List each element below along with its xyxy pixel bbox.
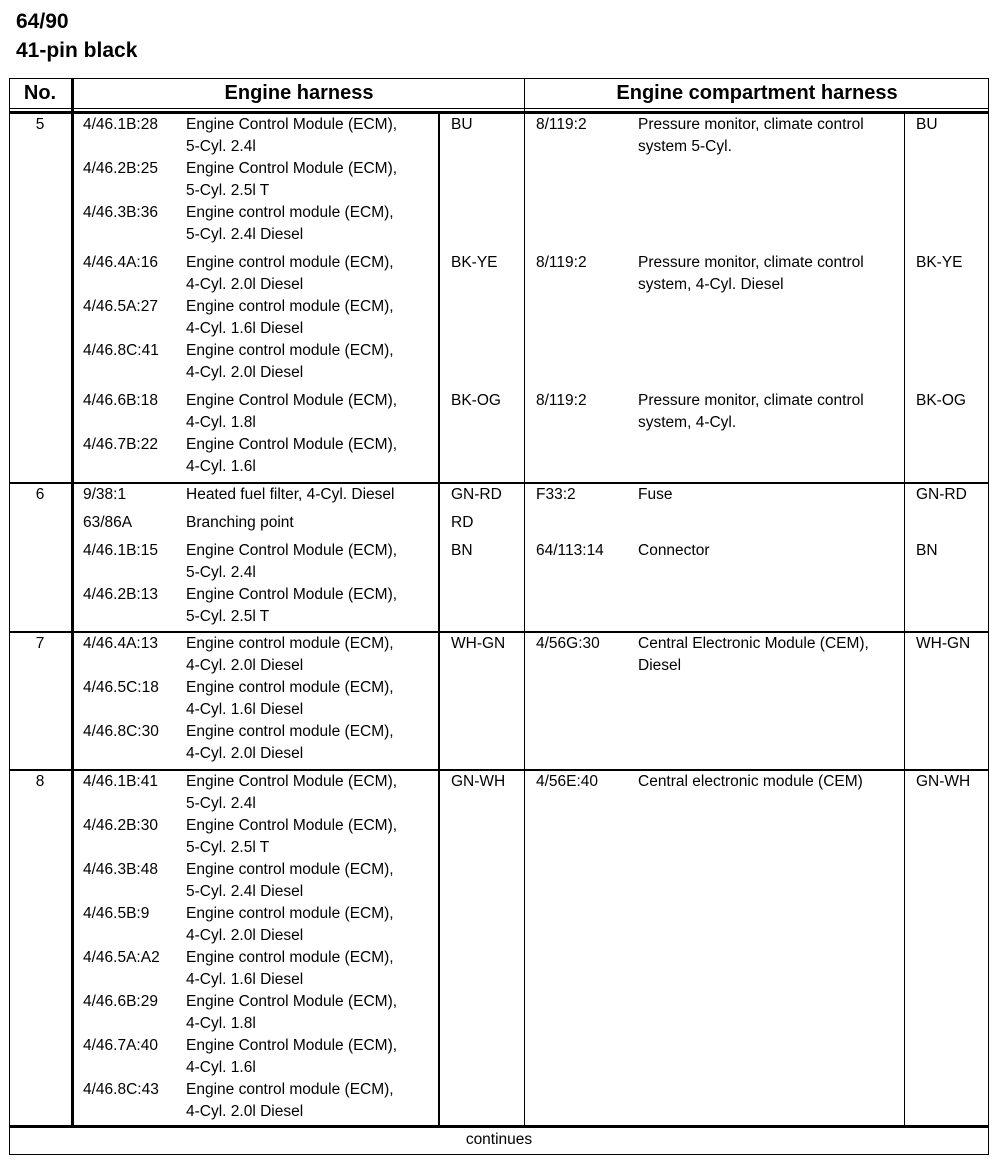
engine-component-desc: Engine control module (ECM), [186, 635, 394, 652]
compartment-terminal-code: 4/56E:40 [536, 773, 599, 790]
engine-component-desc: Engine Control Module (ECM), [186, 116, 398, 133]
pin-number: 6 [35, 486, 45, 503]
compartment-component-desc: system 5-Cyl. [638, 138, 732, 155]
engine-terminal-code: 4/46.4A:16 [83, 254, 158, 271]
compartment-component-desc: Central electronic module (CEM) [638, 773, 863, 790]
engine-component-desc: Engine Control Module (ECM), [186, 993, 398, 1010]
engine-component-desc: Engine control module (ECM), [186, 861, 394, 878]
engine-component-desc: Engine control module (ECM), [186, 723, 394, 740]
col-divider-no [71, 78, 74, 1127]
engine-component-desc: Engine control module (ECM), [186, 679, 394, 696]
engine-component-desc: 4-Cyl. 1.8l [186, 414, 256, 431]
connector-title: 41-pin black [16, 39, 138, 62]
engine-component-desc: Engine Control Module (ECM), [186, 160, 398, 177]
compartment-terminal-code: F33:2 [536, 486, 576, 503]
engine-component-desc: Engine control module (ECM), [186, 949, 394, 966]
engine-terminal-code: 9/38:1 [83, 486, 127, 503]
engine-terminal-code: 4/46.5A:27 [83, 298, 158, 315]
engine-component-desc: Engine control module (ECM), [186, 254, 394, 271]
engine-terminal-code: 4/46.7A:40 [83, 1037, 158, 1054]
compartment-wire-color: BU [916, 116, 938, 133]
pin-number: 7 [35, 635, 45, 652]
engine-component-desc: 5-Cyl. 2.5l T [186, 839, 270, 856]
engine-terminal-code: 4/46.5B:9 [83, 905, 150, 922]
compartment-wire-color: BK-OG [916, 392, 966, 409]
engine-component-desc: Heated fuel filter, 4-Cyl. Diesel [186, 486, 395, 503]
engine-component-desc: Branching point [186, 514, 294, 531]
engine-component-desc: 4-Cyl. 1.8l [186, 1015, 256, 1032]
wire-color: BN [451, 542, 473, 559]
header-no: No. [23, 82, 57, 104]
wire-color: BK-YE [451, 254, 498, 271]
engine-terminal-code: 4/46.3B:48 [83, 861, 158, 878]
engine-terminal-code: 4/46.8C:41 [83, 342, 159, 359]
compartment-component-desc: Central Electronic Module (CEM), [638, 635, 869, 652]
footer-divider [9, 1125, 989, 1128]
engine-component-desc: 4-Cyl. 1.6l Diesel [186, 701, 304, 718]
engine-terminal-code: 4/46.2B:13 [83, 586, 158, 603]
engine-component-desc: Engine control module (ECM), [186, 298, 394, 315]
col-divider-color-left [438, 112, 440, 1127]
engine-component-desc: Engine Control Module (ECM), [186, 1037, 398, 1054]
engine-component-desc: 5-Cyl. 2.4l Diesel [186, 883, 304, 900]
engine-component-desc: 4-Cyl. 1.6l Diesel [186, 320, 304, 337]
pin-number: 5 [35, 116, 45, 133]
engine-component-desc: Engine control module (ECM), [186, 905, 394, 922]
engine-component-desc: 5-Cyl. 2.4l [186, 138, 256, 155]
engine-component-desc: Engine Control Module (ECM), [186, 773, 398, 790]
compartment-component-desc: Pressure monitor, climate control [638, 254, 864, 271]
engine-component-desc: Engine Control Module (ECM), [186, 436, 398, 453]
wire-color: GN-RD [451, 486, 502, 503]
compartment-component-desc: system, 4-Cyl. Diesel [638, 276, 784, 293]
engine-component-desc: 4-Cyl. 2.0l Diesel [186, 276, 304, 293]
engine-component-desc: 4-Cyl. 2.0l Diesel [186, 927, 304, 944]
wire-color: BK-OG [451, 392, 501, 409]
engine-terminal-code: 4/46.8C:43 [83, 1081, 159, 1098]
compartment-wire-color: GN-WH [916, 773, 971, 790]
engine-component-desc: 5-Cyl. 2.4l Diesel [186, 226, 304, 243]
engine-component-desc: 4-Cyl. 1.6l [186, 1059, 256, 1076]
continues-note: continues [465, 1131, 533, 1148]
compartment-terminal-code: 4/56G:30 [536, 635, 600, 652]
engine-terminal-code: 4/46.7B:22 [83, 436, 158, 453]
header-divider [9, 108, 989, 109]
compartment-component-desc: Pressure monitor, climate control [638, 116, 864, 133]
engine-terminal-code: 4/46.1B:28 [83, 116, 158, 133]
page-code: 64/90 [16, 10, 69, 33]
engine-component-desc: 4-Cyl. 2.0l Diesel [186, 657, 304, 674]
compartment-terminal-code: 8/119:2 [536, 254, 587, 271]
compartment-component-desc: Diesel [638, 657, 682, 674]
engine-terminal-code: 4/46.8C:30 [83, 723, 159, 740]
wire-color: WH-GN [451, 635, 506, 652]
engine-terminal-code: 63/86A [83, 514, 133, 531]
compartment-wire-color: GN-RD [916, 486, 967, 503]
engine-terminal-code: 4/46.5C:18 [83, 679, 159, 696]
engine-component-desc: 4-Cyl. 2.0l Diesel [186, 1103, 304, 1120]
engine-component-desc: Engine control module (ECM), [186, 204, 394, 221]
wire-color: GN-WH [451, 773, 506, 790]
engine-component-desc: Engine Control Module (ECM), [186, 542, 398, 559]
engine-terminal-code: 4/46.2B:30 [83, 817, 158, 834]
engine-terminal-code: 4/46.1B:41 [83, 773, 158, 790]
wire-color: RD [451, 514, 474, 531]
engine-terminal-code: 4/46.5A:A2 [83, 949, 160, 966]
compartment-terminal-code: 8/119:2 [536, 116, 587, 133]
col-divider-color-right [904, 112, 905, 1127]
header-engine-harness: Engine harness [224, 82, 374, 104]
engine-component-desc: 5-Cyl. 2.5l T [186, 608, 270, 625]
engine-terminal-code: 4/46.6B:18 [83, 392, 158, 409]
engine-terminal-code: 4/46.2B:25 [83, 160, 158, 177]
compartment-terminal-code: 64/113:14 [536, 542, 604, 559]
compartment-component-desc: Connector [638, 542, 710, 559]
compartment-terminal-code: 8/119:2 [536, 392, 587, 409]
engine-component-desc: Engine Control Module (ECM), [186, 392, 398, 409]
compartment-wire-color: BK-YE [916, 254, 963, 271]
engine-terminal-code: 4/46.1B:15 [83, 542, 158, 559]
engine-component-desc: 4-Cyl. 2.0l Diesel [186, 364, 304, 381]
compartment-component-desc: system, 4-Cyl. [638, 414, 737, 431]
engine-component-desc: Engine Control Module (ECM), [186, 817, 398, 834]
compartment-component-desc: Pressure monitor, climate control [638, 392, 864, 409]
engine-terminal-code: 4/46.3B:36 [83, 204, 158, 221]
pin-number: 8 [35, 773, 45, 790]
header-compartment-harness: Engine compartment harness [616, 82, 898, 104]
engine-terminal-code: 4/46.6B:29 [83, 993, 158, 1010]
engine-component-desc: Engine control module (ECM), [186, 1081, 394, 1098]
compartment-wire-color: BN [916, 542, 938, 559]
engine-component-desc: 4-Cyl. 2.0l Diesel [186, 745, 304, 762]
engine-component-desc: 4-Cyl. 1.6l [186, 458, 256, 475]
col-divider-harness [524, 78, 525, 1127]
engine-component-desc: 4-Cyl. 1.6l Diesel [186, 971, 304, 988]
engine-component-desc: 5-Cyl. 2.5l T [186, 182, 270, 199]
engine-component-desc: 5-Cyl. 2.4l [186, 795, 256, 812]
compartment-component-desc: Fuse [638, 486, 673, 503]
engine-component-desc: Engine Control Module (ECM), [186, 586, 398, 603]
engine-component-desc: 5-Cyl. 2.4l [186, 564, 256, 581]
engine-component-desc: Engine control module (ECM), [186, 342, 394, 359]
compartment-wire-color: WH-GN [916, 635, 971, 652]
wire-color: BU [451, 116, 473, 133]
engine-terminal-code: 4/46.4A:13 [83, 635, 158, 652]
